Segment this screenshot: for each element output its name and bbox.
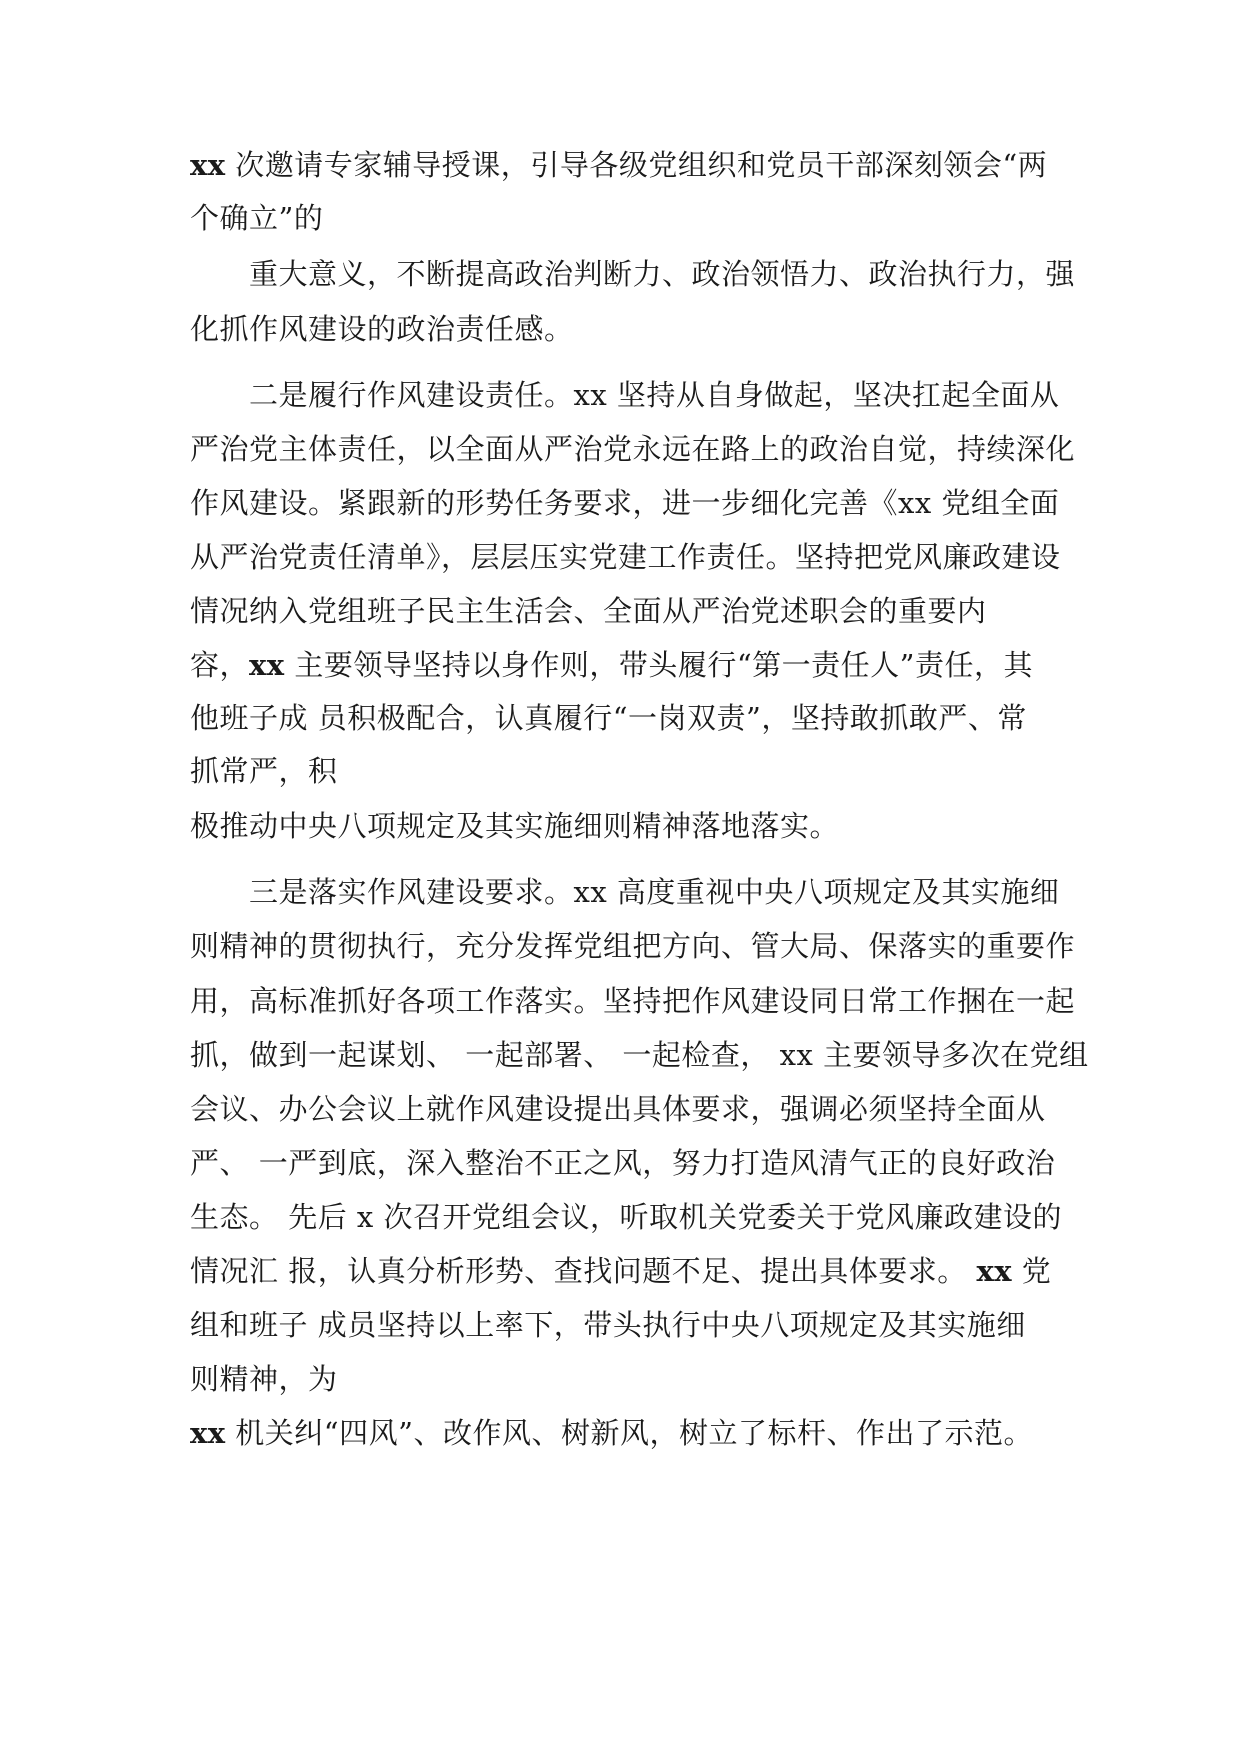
text-run: 从严治党责任清单》，层层压实党建工作责任。坚持把党风廉政建设 (190, 540, 1061, 574)
text-line (190, 700, 1027, 736)
text-run: 则精神的贯彻执行，充分发挥党组把方向、管大局、保落实的重要作 (190, 929, 1076, 963)
text-run: 机关纠“四风”、改作风、树新风，树立了标杆、作出了示范。 (225, 1416, 1033, 1450)
text-run: 个确立”的 (190, 201, 324, 235)
text-line (190, 1199, 1062, 1235)
text-line (249, 377, 1059, 413)
text-line (190, 1037, 1089, 1073)
text-run: 会议、办公会议上就作风建设提出具体要求，强调必须坚持全面从 (190, 1092, 1046, 1126)
text-run: 容， (190, 648, 250, 682)
text-line (190, 1415, 1033, 1451)
text-run: 抓，做到一起谋划、 一起部署、 一起检查， xx 主要领导多次在党组 (190, 1038, 1089, 1072)
text-line (190, 983, 1075, 1019)
text-run: 组和班子 成员坚持以上率下，带头执行中央八项规定及其实施细 (190, 1308, 1026, 1342)
text-run: 情况汇 报，认真分析形势、查找问题不足、提出具体要求。 (190, 1254, 977, 1288)
text-line (190, 1091, 1046, 1127)
text-line (190, 431, 1075, 467)
text-run: xx (976, 1254, 1013, 1288)
text-run: 极推动中央八项规定及其实施细则精神落地落实。 (190, 809, 840, 843)
text-line (190, 1253, 1051, 1289)
text-line (190, 593, 987, 629)
text-run: 化抓作风建设的政治责任感。 (190, 312, 574, 346)
text-run: 情况纳入党组班子民主生活会、全面从严治党述职会的重要内 (190, 594, 987, 628)
text-line (190, 753, 338, 789)
text-run: 他班子成 员积极配合，认真履行“一岗双责”，坚持敢抓敢严、常 (190, 701, 1027, 735)
text-line (190, 647, 1033, 683)
text-run: 生态。 先后 x 次召开党组会议，听取机关党委关于党风廉政建设的 (190, 1200, 1063, 1234)
text-line (249, 256, 1075, 292)
text-run: xx (190, 1416, 226, 1450)
text-run: xx (190, 148, 226, 182)
text-line (190, 485, 1059, 521)
text-run: 主要领导坚持以身作则，带头履行“第一责任人”责任，其 (284, 648, 1033, 682)
text-run: 作风建设。紧跟新的形势任务要求，进一步细化完善《xx 党组全面 (190, 486, 1060, 520)
text-run: 抓常严，积 (190, 754, 338, 788)
text-line (190, 200, 323, 236)
text-run: 严治党主体责任，以全面从严治党永远在路上的政治自觉，持续深化 (190, 432, 1076, 466)
text-run: 三是落实作风建设要求。xx 高度重视中央八项规定及其实施细 (249, 875, 1060, 909)
text-line (190, 808, 839, 844)
text-line (190, 1307, 1026, 1343)
text-line (190, 539, 1061, 575)
text-line (190, 311, 574, 347)
text-run: 则精神，为 (190, 1362, 338, 1396)
text-line (190, 928, 1075, 964)
text-run: 二是履行作风建设责任。xx 坚持从自身做起，坚决扛起全面从 (249, 378, 1060, 412)
text-run: xx (249, 648, 285, 682)
text-line (190, 147, 1047, 183)
text-line (190, 1145, 1055, 1181)
text-line (190, 1361, 338, 1397)
text-run: 严、 一严到底，深入整治不正之风，努力打造风清气正的良好政治 (190, 1146, 1056, 1180)
text-run: 党 (1012, 1254, 1052, 1288)
text-line (249, 874, 1059, 910)
text-run: 次邀请专家辅导授课，引导各级党组织和党员干部深刻领会“两 (225, 148, 1048, 182)
text-run: 重大意义，不断提高政治判断力、政治领悟力、政治执行力，强 (249, 257, 1076, 291)
text-run: 用，高标准抓好各项工作落实。坚持把作风建设同日常工作捆在一起 (190, 984, 1076, 1018)
